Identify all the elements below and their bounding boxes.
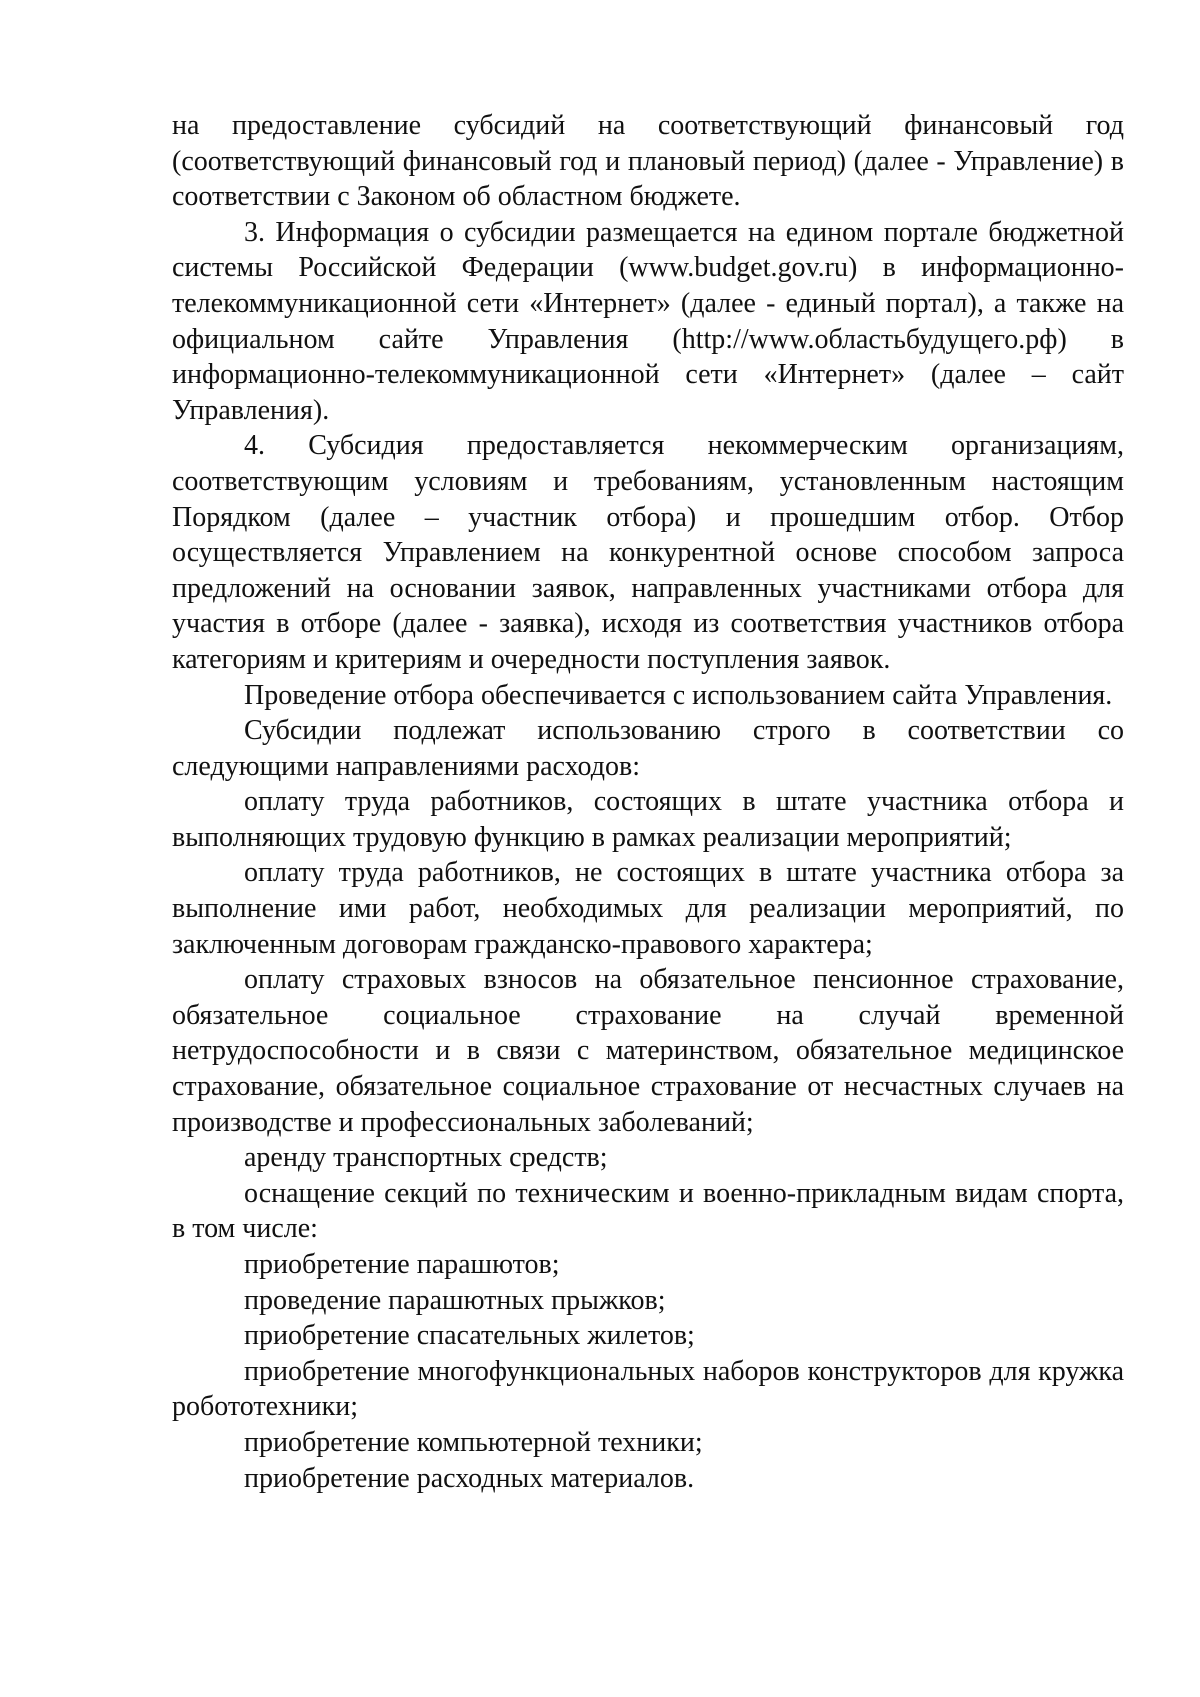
paragraph-budget-law: на предоставление субсидий на соответствующий финансовый год (соответствующий финансовый год и плановый период) (далее - Управление) в соответствии с Законом об областном бюджете.: [172, 110, 1124, 213]
paragraph-selection-site: Проведение отбора обеспечивается с использованием сайта Управления.: [244, 679, 1113, 711]
list-item-robotics-kits: приобретение многофункциональных наборов конструкторов для кружка робототехники;: [172, 1355, 1124, 1423]
paragraph-expense-directions: Субсидии подлежат использованию строго в соответствии со следующими направлениями расходов:: [172, 715, 1124, 782]
list-item-insurance: оплату страховых взносов на обязательное пенсионное страхование, обязательное социальное страхование на случай временной нетрудоспособности и в связи с материнством, обязательное медицинское страхование, обязательное социальное страхование от несчастных случаев на производстве и профессиональных заболеваний;: [172, 964, 1124, 1138]
list-item-staff-salary: оплату труда работников, состоящих в штате участника отбора и выполняющих трудовую функцию в рамках реализации мероприятий;: [172, 786, 1124, 853]
list-item-computers: приобретение компьютерной техники;: [244, 1426, 703, 1458]
list-item-consumables: приобретение расходных материалов.: [244, 1462, 695, 1494]
list-item-life-vests: приобретение спасательных жилетов;: [244, 1320, 695, 1352]
list-item-parachutes: приобретение парашютов;: [244, 1249, 560, 1280]
paragraph-item-4-selection: 4. Субсидия предоставляется некоммерческим организациям, соответствующим условиям и требованиям, установленным настоящим Порядком (далее – участник отбора) и прошедшим отбор. Отбор осуществляется Управлением на конкурентной основе способом запроса предложений на основании заявок, направленных участниками отбора для участия в отборе (далее - заявка), исходя из соответствия участников отбора категориям и критериям и очередности поступления заявок.: [172, 430, 1124, 675]
document-page: [172, 108, 1124, 1496]
list-item-vehicle-rental: аренду транспортных средств;: [244, 1142, 608, 1174]
paragraph-item-3-portal: 3. Информация о субсидии размещается на едином портале бюджетной системы Российской Федерации (www.budget.gov.ru) в информационно-телекоммуникационной сети «Интернет» (далее - единый портал), а также на официальном сайте Управления (http://www.областьбудущего.рф) в информационно-телекоммуникационной сети «Интернет» (далее – сайт Управления).: [172, 216, 1124, 426]
list-item-contract-salary: оплату труда работников, не состоящих в штате участника отбора за выполнение ими работ, необходимых для реализации мероприятий, по заключенным договорам гражданско-правового характера;: [172, 857, 1124, 960]
list-item-parachute-jumps: проведение парашютных прыжков;: [244, 1284, 666, 1316]
list-item-sports-equipment: оснащение секций по техническим и военно-прикладным видам спорта, в том числе:: [172, 1177, 1124, 1245]
